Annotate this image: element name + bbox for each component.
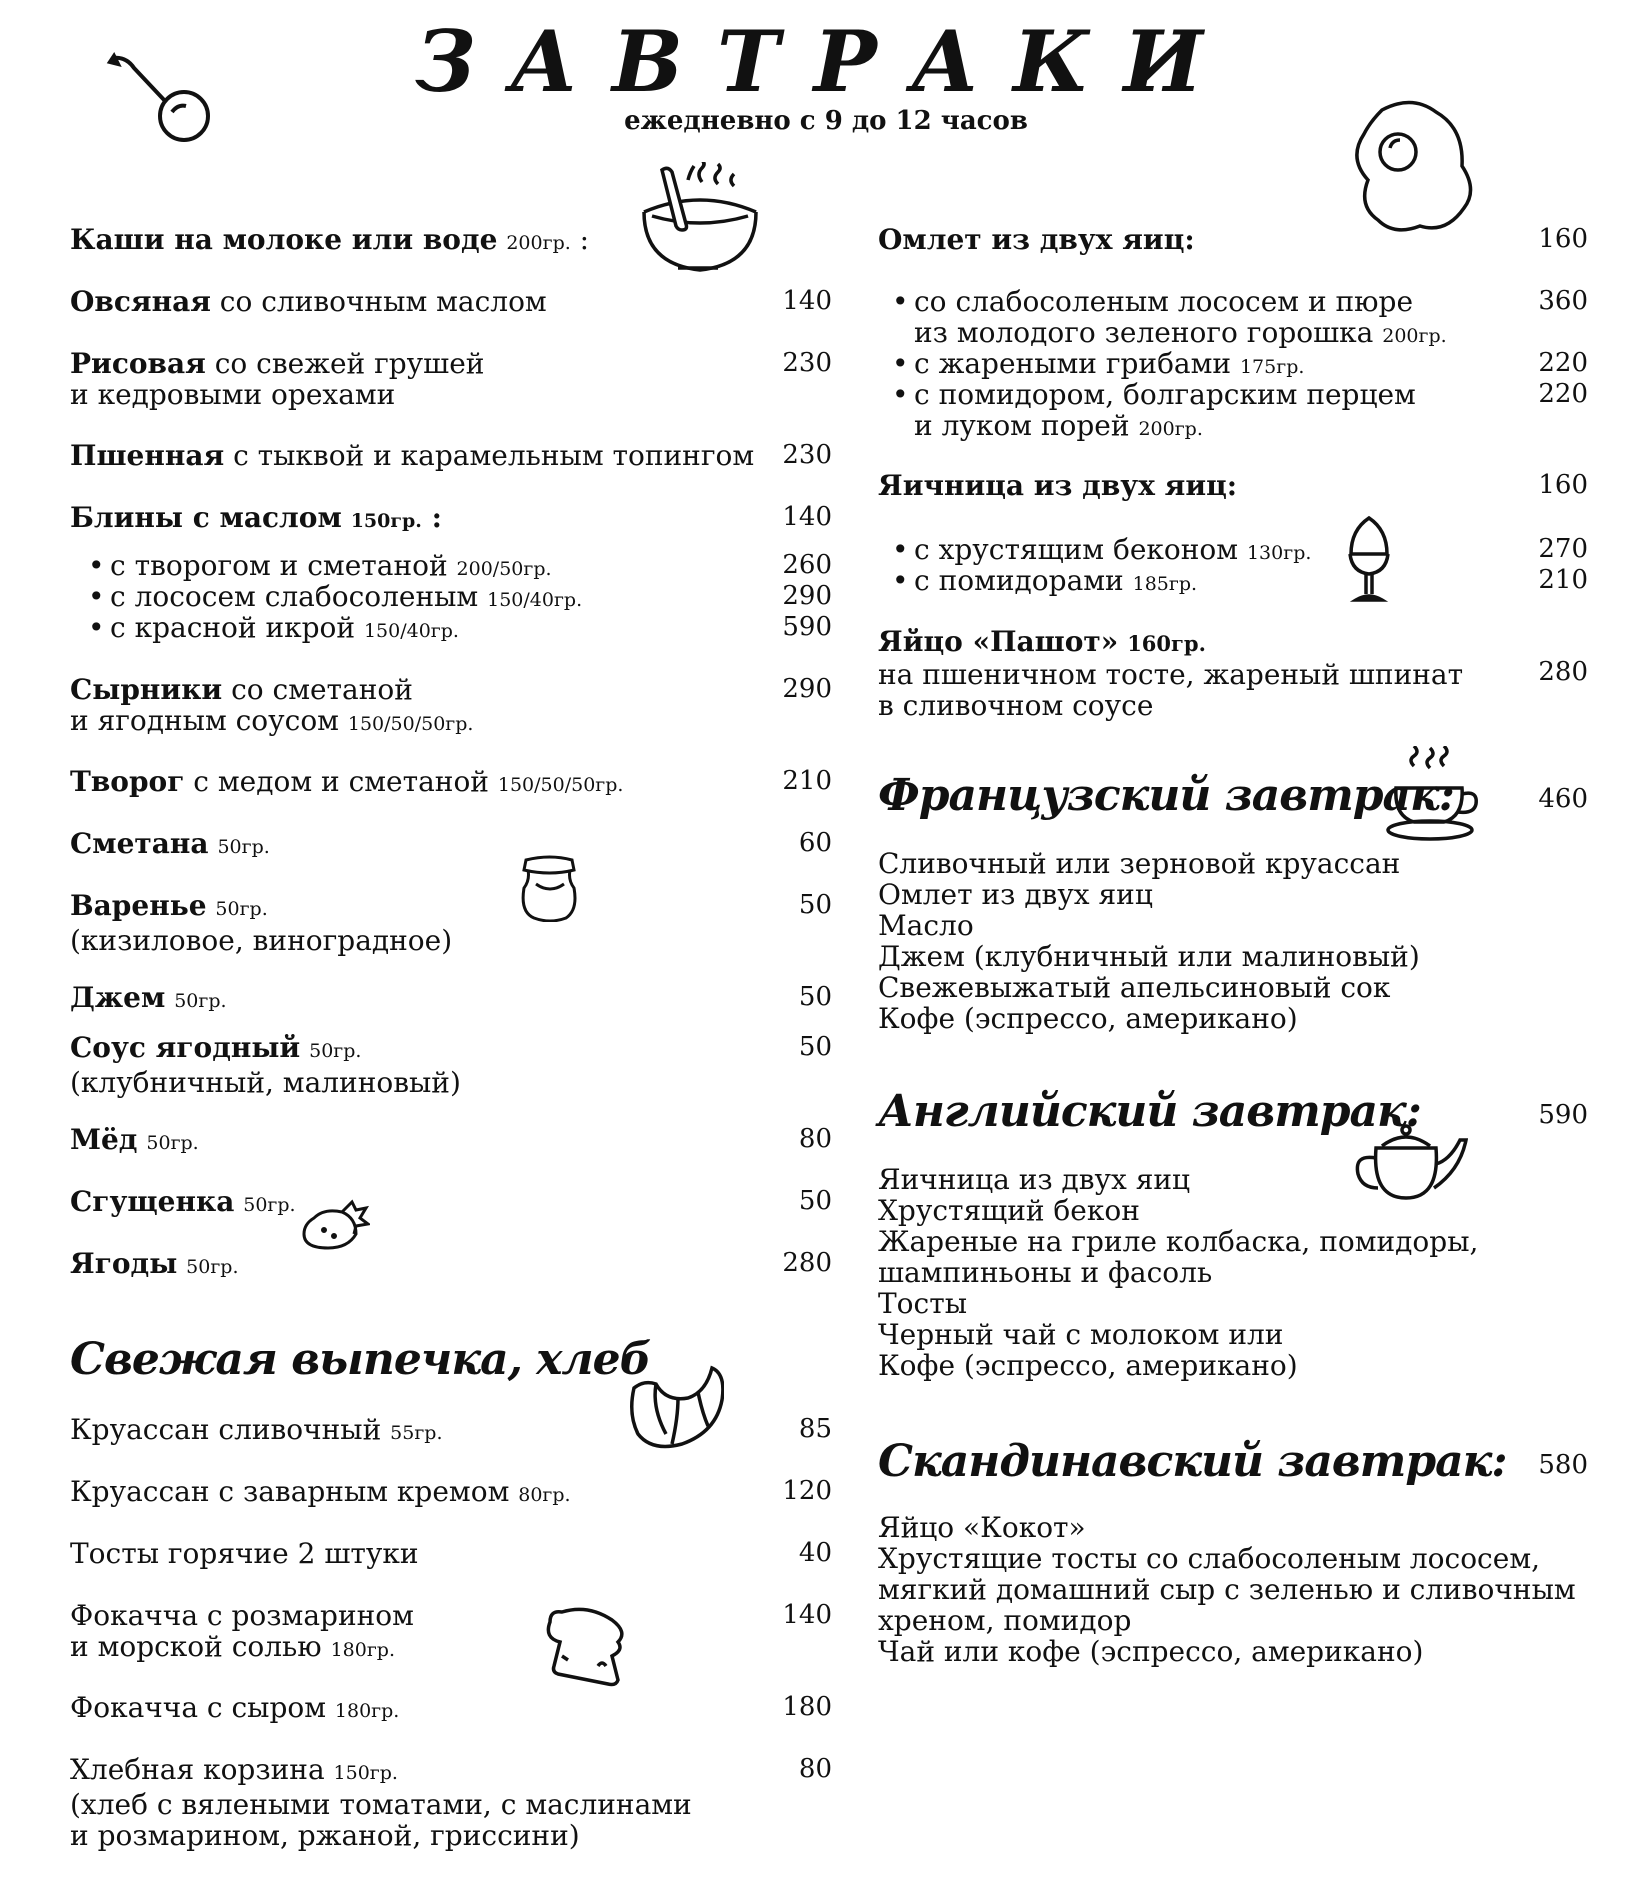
menu-item-smetana: Сметана 50гр. 60 [70,827,832,860]
list-item: Джем (клубничный или малиновый) [878,940,1420,973]
list-item: Кофе (эспрессо, американо) [878,1002,1298,1035]
price: 580 [1538,1450,1588,1480]
price: 360 [1538,286,1588,316]
list-item: • с помидором, болгарским перцем и луком порей 200гр. 220 [892,378,1588,442]
menu-item-berries: Ягоды 50гр. 280 [70,1247,832,1280]
menu-item-bakery: Круассан с заварным кремом 80гр. 120 [70,1475,832,1508]
porridge-heading: Каши на молоке или воде 200гр. : [70,223,590,256]
bakery-heading: Свежая выпечка, хлеб [70,1334,651,1385]
scandinavian-breakfast-list [878,1512,1588,1667]
price: 160 [1538,224,1588,254]
price: 160 [1538,470,1588,500]
price: 40 [798,1538,832,1568]
right-column [878,0,1588,1892]
list-item: Омлет из двух яиц [878,878,1153,911]
list-item: Хрустящий бекон [878,1194,1140,1227]
menu-item-bakery: Хлебная корзина 150гр. (хлеб с вялеными томатами, с маслинами и розмарином, ржаной, гриссини) 80 [70,1753,832,1852]
list-item: Яичница из двух яиц [878,1163,1191,1196]
scandinavian-breakfast-heading: Скандинавский завтрак: [878,1436,1507,1487]
price: 140 [782,286,832,316]
list-item: Кофе (эспрессо, американо) [878,1349,1298,1382]
menu-item-varenye: Варенье 50гр. (кизиловое, виноградное) 50 [70,889,832,957]
menu-item-rice: Рисовая со свежей грушей и кедровыми орехами 230 [70,347,832,411]
list-item: хреном, помидор [878,1604,1132,1637]
french-breakfast-list [878,848,1588,1034]
menu-item-fried-eggs: Яичница из двух яиц: 160 [878,469,1588,502]
menu-item-millet: Пшенная с тыквой и карамельным топингом 230 [70,439,832,472]
menu-item-bakery: Фокачча с сыром 180гр. 180 [70,1691,832,1724]
list-item: мягкий домашний сыр с зеленью и сливочным [878,1573,1576,1606]
price: 60 [798,828,832,858]
price: 120 [782,1476,832,1506]
list-item: Свежевыжатый апельсиновый сок [878,971,1391,1004]
price: 230 [782,440,832,470]
menu-item-bakery: Тосты горячие 2 штуки 40 [70,1537,832,1570]
menu-item-bakery: Фокачча с розмарином и морской солью 180гр. 140 [70,1599,832,1663]
menu-item-omelet: Омлет из двух яиц: 160 [878,223,1588,256]
price: 260 [782,550,832,580]
list-item: Чай или кофе (эспрессо, американо) [878,1635,1424,1668]
price: 590 [1538,1100,1588,1130]
list-item: Тосты [878,1287,967,1320]
price: 460 [1538,784,1588,814]
english-breakfast-heading: Английский завтрак: [878,1086,1422,1137]
english-breakfast-list [878,1164,1588,1381]
price: 220 [1538,379,1588,409]
menu-item-poached: Яйцо «Пашот» 160гр. на пшеничном тосте, жареный шпинат в сливочном соусе 280 [878,625,1588,722]
list-item: Сливочный или зерновой круассан [878,847,1401,880]
list-item: • с лососем слабосоленым 150/40гр. 290 [88,580,832,613]
menu-item-jam: Джем 50гр. 50 [70,981,832,1014]
list-item: Жареные на гриле колбаска, помидоры, [878,1225,1479,1258]
list-item: шампиньоны и фасоль [878,1256,1213,1289]
price: 280 [1538,657,1588,687]
price: 210 [1538,565,1588,595]
price: 140 [782,502,832,532]
list-item: Хрустящие тосты со слабосоленым лососем, [878,1542,1540,1575]
price: 85 [798,1414,832,1444]
price: 210 [782,766,832,796]
price: 180 [782,1692,832,1722]
page-title: ЗАВТРАКИ [415,12,1237,111]
menu-item-syrniki: Сырники со сметаной и ягодным соусом 150/50/50гр. 290 [70,673,832,737]
price: 220 [1538,348,1588,378]
price: 140 [782,1600,832,1630]
menu-item-bakery: Круассан сливочный 55гр. 85 [70,1413,832,1446]
menu-item-oat: Овсяная со сливочным маслом 140 [70,285,832,318]
price: 290 [782,674,832,704]
list-item: • с красной икрой 150/40гр. 590 [88,611,832,644]
list-item: • с помидорами 185гр. 210 [892,564,1588,597]
list-item: • с жареными грибами 175гр. 220 [892,347,1588,380]
french-breakfast-heading: Французский завтрак: [878,770,1455,821]
price: 280 [782,1248,832,1278]
menu-item-pancakes: Блины с маслом 150гр. : 140 [70,501,832,534]
price: 590 [782,612,832,642]
list-item: • с творогом и сметаной 200/50гр. 260 [88,549,832,582]
menu-item-sauce: Соус ягодный 50гр. (клубничный, малиновый) 50 [70,1031,832,1099]
list-item: Масло [878,909,974,942]
price: 50 [798,1032,832,1062]
price: 80 [798,1754,832,1784]
list-item: • со слабосоленым лососем и пюре из молодого зеленого горошка 200гр. 360 [892,285,1588,349]
price: 270 [1538,534,1588,564]
price: 80 [798,1124,832,1154]
menu-item-honey: Мёд 50гр. 80 [70,1123,832,1156]
list-item: Черный чай с молоком или [878,1318,1284,1351]
list-item: • с хрустящим беконом 130гр. 270 [892,533,1588,566]
price: 50 [798,1186,832,1216]
price: 230 [782,348,832,378]
menu-item-condensed: Сгущенка 50гр. 50 [70,1185,832,1218]
price: 50 [798,890,832,920]
list-item: Яйцо «Кокот» [878,1511,1086,1544]
page-subtitle: ежедневно с 9 до 12 часов [624,106,1028,136]
menu-item-tvorog: Творог с медом и сметаной 150/50/50гр. 210 [70,765,832,798]
price: 50 [798,982,832,1012]
price: 290 [782,581,832,611]
left-column [70,0,830,1892]
